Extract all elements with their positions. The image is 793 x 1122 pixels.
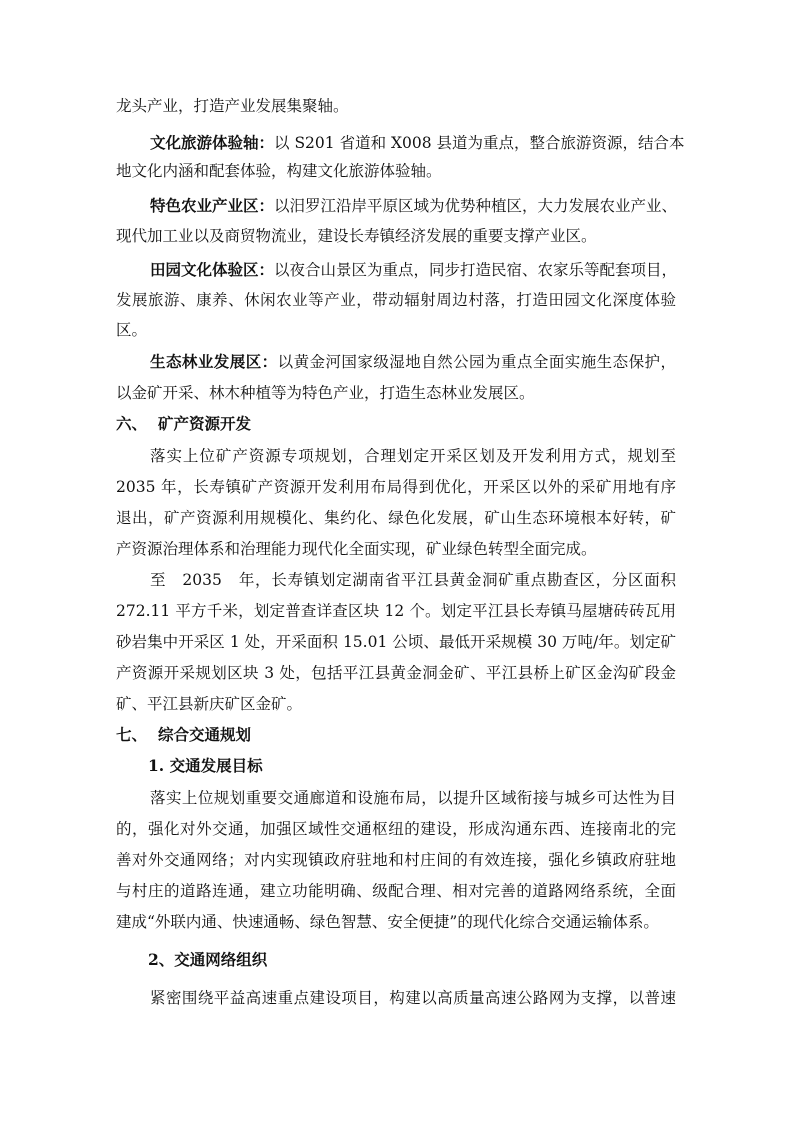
paragraph-line bbox=[150, 196, 676, 216]
section-title: 矿产资源开发 bbox=[158, 414, 252, 433]
paragraph-text: 以 S201 省道和 X008 县道为重点，整合旅游资源，结合本 bbox=[274, 134, 685, 152]
paragraph-text: 以黄金河国家级湿地自然公园为重点全面实施生态保护， bbox=[277, 353, 676, 371]
paragraph-label: 田园文化体验区： bbox=[150, 260, 275, 279]
paragraph-line: 2035 年，长寿镇矿产资源开发利用布局得到优化，开采区以外的采矿用地有序 bbox=[116, 478, 676, 496]
section-heading bbox=[116, 725, 251, 745]
section-number: 六、 bbox=[116, 414, 148, 433]
paragraph-line: 龙头产业，打造产业发展集聚轴。 bbox=[116, 97, 349, 115]
paragraph-line: 紧密围绕平益高速重点建设项目，构建以高质量高速公路网为支撑，以普速 bbox=[150, 989, 676, 1007]
paragraph-text: 以夜合山景区为重点，同步打造民宿、农家乐等配套项目， bbox=[274, 261, 678, 279]
paragraph-line: 建成“外联内通、快速通畅、绿色智慧、安全便捷”的现代化综合交通运输体系。 bbox=[116, 913, 659, 931]
paragraph-line: 砂岩集中开采区 1 处，开采面积 15.01 公顷、最低开采规模 30 万吨/年。划定矿 bbox=[116, 633, 676, 651]
paragraph-line bbox=[150, 260, 676, 280]
paragraph-text: 以汨罗江沿岸平原区域为优势种植区，大力发展农业产业、 bbox=[274, 197, 678, 215]
paragraph-line: 区。 bbox=[116, 321, 148, 339]
paragraph-line: 272.11 平方千米，划定普查详查区块 12 个。划定平江县长寿镇马屋塘砖砖瓦用 bbox=[116, 602, 676, 620]
paragraph-line: 发展旅游、康养、休闲农业等产业，带动辐射周边村落，打造田园文化深度体验 bbox=[116, 291, 676, 309]
subsection-heading: 1. 交通发展目标 bbox=[148, 756, 263, 775]
paragraph-line: 地文化内涵和配套体验，构建文化旅游体验轴。 bbox=[116, 162, 442, 180]
section-number: 七、 bbox=[116, 725, 148, 744]
paragraph-label: 特色农业产业区： bbox=[150, 196, 275, 215]
paragraph-line: 产资源治理体系和治理能力现代化全面实现，矿业绿色转型全面完成。 bbox=[116, 540, 597, 558]
section-title: 综合交通规划 bbox=[158, 725, 252, 744]
paragraph-label: 文化旅游体验轴： bbox=[150, 133, 275, 152]
paragraph-line: 产资源开采规划区块 3 处，包括平江县黄金洞金矿、平江县桥上矿区金沟矿段金 bbox=[116, 664, 676, 682]
paragraph-line: 与村庄的道路连通，建立功能明确、级配合理、相对完善的道路网络系统，全面 bbox=[116, 882, 676, 900]
paragraph-line: 落实上位矿产资源专项规划，合理划定开采区划及开发利用方式，规划至 bbox=[150, 447, 676, 465]
paragraph-line: 现代加工业以及商贸物流业，建设长寿镇经济发展的重要支撑产业区。 bbox=[116, 227, 597, 245]
paragraph-line bbox=[150, 352, 676, 372]
paragraph-line: 矿、平江县新庆矿区金矿。 bbox=[116, 695, 303, 713]
section-heading bbox=[116, 414, 251, 434]
paragraph-line: 落实上位规划重要交通廊道和设施布局，以提升区域衔接与城乡可达性为目 bbox=[150, 789, 676, 807]
paragraph-line: 以金矿开采、林木种植等为特色产业，打造生态林业发展区。 bbox=[116, 384, 535, 402]
paragraph-line: 善对外交通网络；对内实现镇政府驻地和村庄间的有效连接，强化乡镇政府驻地 bbox=[116, 851, 676, 869]
paragraph-line: 退出，矿产资源利用规模化、集约化、绿色化发展，矿山生态环境根本好转，矿 bbox=[116, 509, 676, 527]
paragraph-label: 生态林业发展区： bbox=[150, 352, 278, 371]
paragraph-line bbox=[150, 133, 685, 153]
paragraph-line: 至 2035 年，长寿镇划定湖南省平江县黄金洞矿重点勘查区，分区面积 bbox=[150, 571, 676, 589]
paragraph-line: 的，强化对外交通，加强区域性交通枢纽的建设，形成沟通东西、连接南北的完 bbox=[116, 820, 676, 838]
subsection-heading: 2、交通网络组织 bbox=[148, 950, 268, 969]
